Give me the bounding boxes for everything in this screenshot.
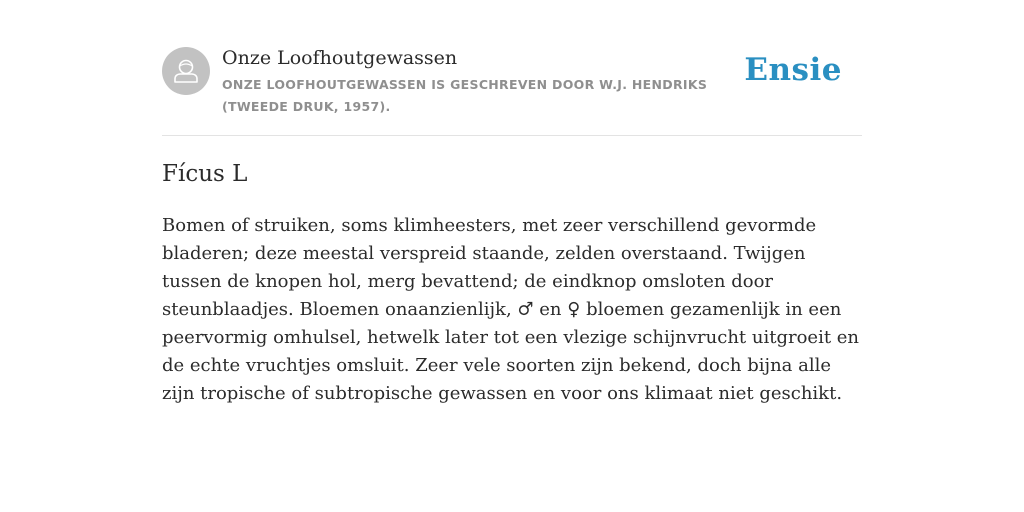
source-info: [222, 44, 752, 118]
divider: [162, 135, 862, 136]
entry-body: Bomen of struiken, soms klimheesters, met zeer verschillend gevormde bladeren; deze meestal verspreid staande, zelden overstaand. Twijgen tussen de knopen hol, merg bevattend; de eindknop omsloten door steunblaadjes. Bloemen onaanzienlijk, ♂ en ♀ bloemen gezamenlijk in een peervormig omhulsel, hetwelk later tot een vlezige schijnvrucht uitgroeit en de echte vruchtjes omsluit. Zeer vele soorten zijn bekend, doch bijna alle zijn tropische of subtropische gewassen en voor ons klimaat niet geschikt.: [162, 215, 860, 404]
source-title[interactable]: Onze Loofhoutgewassen: [222, 47, 458, 69]
source-description: ONZE LOOFHOUTGEWASSEN IS GESCHREVEN DOOR W.J. HENDRIKS (TWEEDE DRUK, 1957).: [222, 77, 708, 114]
ensie-logo[interactable]: Ensie: [744, 52, 842, 88]
user-placeholder-icon: [162, 47, 210, 95]
source-header: [162, 44, 862, 116]
entry-title: Fícus L: [162, 161, 248, 187]
